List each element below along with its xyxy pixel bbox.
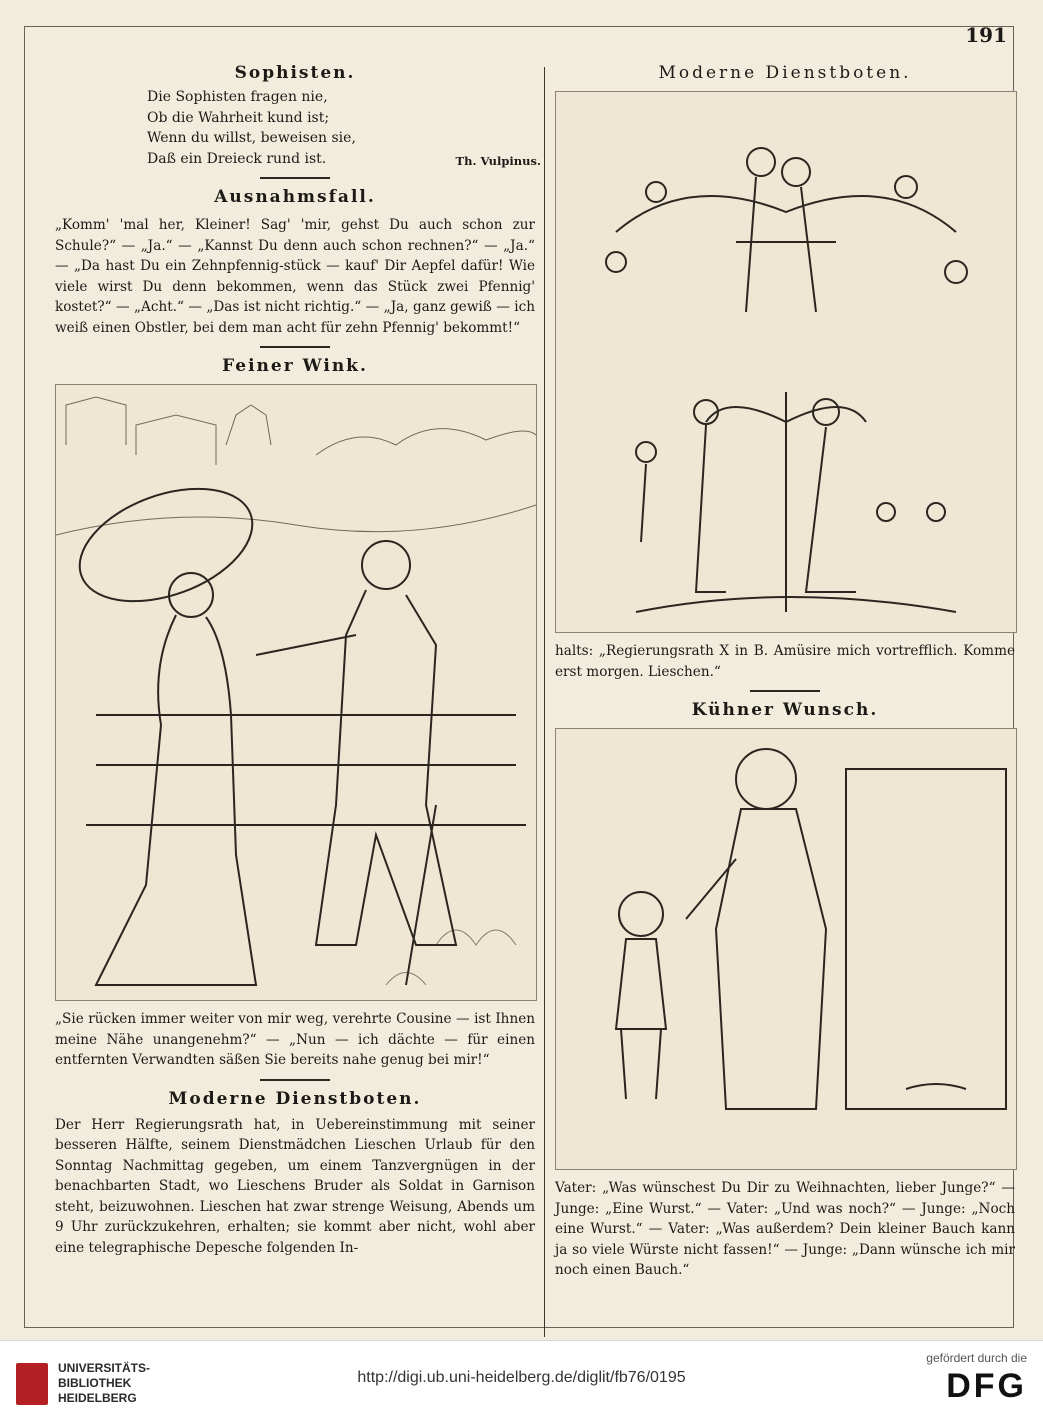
funding-text: gefördert durch die bbox=[926, 1351, 1027, 1365]
feiner-wink-section bbox=[55, 356, 535, 1081]
sophisten-section bbox=[55, 63, 541, 179]
divider bbox=[260, 1079, 330, 1081]
ausnahmsfall-title: Ausnahmsfall. bbox=[214, 187, 376, 207]
moderne-dienstboten-text: Der Herr Regierungsrath hat, in Uebereinstimmung mit seiner besseren Hälfte, seinem Dienstmädchen Lieschen Urlaub für den Sonntag Nachmittag gegeben, um einem Tanzvergnügen in der benachbarten Stadt, wo Lieschens Bruder als Soldat in Garnison steht, beizuwohnen. Lieschen hat zwar strenge Weisung, Abends um 9 Uhr zurückzukehren, erhalten; sie kommt aber nicht, wohl aber eine telegraphische Depesche folgenden In- bbox=[55, 1116, 535, 1256]
sophisten-poem bbox=[147, 87, 541, 169]
illustration-servants bbox=[555, 91, 1017, 633]
divider bbox=[750, 690, 820, 692]
footer-bar bbox=[0, 1340, 1043, 1426]
kuehner-wunsch-text: Vater: „Was wünschest Du Dir zu Weihnachten, lieber Junge?“ — Junge: „Eine Wurst.“ — Vater: „Und was noch?“ — Junge: „Noch eine Wurst.“ — Vater: „Was außerdem? Dein kleiner Bauch kann ja so viele Würste nicht fassen!“ — Junge: „Dann wünsche ich mir noch einen Bauch.“ bbox=[555, 1180, 1015, 1278]
ausnahmsfall-text: „Komm' 'mal her, Kleiner! Sag' 'mir, gehst Du auch schon zur Schule?“ — „Ja.“ — „Kannst Du denn auch schon rechnen?“ — „Ja.“ — „Da hast Du ein Zehnpfennig-stück — kauf' Dir Aepfel dafür! Wie viele wirst Du denn bekommen, wenn das Stück zwei Pfennig' kostet?“ — „Acht.“ — „Das ist nicht richtig.“ — „Ja, ganz gewiß — ich weiß einen Obstler, bei dem man acht für zehn Pfennig' bekommt!“ bbox=[55, 217, 535, 336]
feiner-wink-title: Feiner Wink. bbox=[222, 356, 368, 376]
logo-line: BIBLIOTHEK bbox=[58, 1376, 132, 1390]
illustration-father-son bbox=[555, 728, 1017, 1170]
poem-line bbox=[147, 149, 541, 170]
page-number: 191 bbox=[965, 23, 1007, 47]
feiner-wink-caption: „Sie rücken immer weiter von mir weg, verehrte Cousine — ist Ihnen meine Nähe unangenehm?“ — „Nun — ich dächte — für einen entfernten Verwandten säßen Sie bereits nahe genug bei mir!“ bbox=[55, 1011, 535, 1068]
kuehner-wunsch-title: Kühner Wunsch. bbox=[691, 700, 879, 720]
poem-line-text: Daß ein Dreieck rund ist. bbox=[147, 150, 327, 167]
poem-author: Th. Vulpinus. bbox=[455, 153, 541, 168]
kuehner-wunsch-section bbox=[555, 700, 1015, 1281]
dfg-logo[interactable]: DFG bbox=[946, 1367, 1027, 1405]
sophisten-title: Sophisten. bbox=[234, 63, 356, 83]
column-rule bbox=[544, 67, 545, 1337]
poem-line: Wenn du willst, beweisen sie, bbox=[147, 130, 356, 146]
poem-line: Die Sophisten fragen nie, bbox=[147, 89, 328, 105]
moderne-continued-text: halts: „Regierungsrath X in B. Amüsire mich vortrefflich. Komme erst morgen. Lieschen.“ bbox=[555, 643, 1015, 680]
page-frame bbox=[24, 23, 1015, 1328]
source-url[interactable]: http://digi.ub.uni-heidelberg.de/diglit/fb76/0195 bbox=[357, 1369, 686, 1386]
moderne-continued-section bbox=[555, 63, 1015, 692]
ausnahmsfall-section bbox=[55, 187, 535, 348]
left-column bbox=[55, 63, 541, 1258]
moderne-dienstboten-section bbox=[55, 1089, 535, 1259]
divider bbox=[260, 177, 330, 179]
right-column bbox=[555, 63, 1015, 1281]
poem-line: Ob die Wahrheit kund ist; bbox=[147, 109, 330, 126]
logo-line: HEIDELBERG bbox=[58, 1391, 137, 1405]
illustration-bench-couple bbox=[55, 384, 537, 1001]
moderne-dienstboten-title: Moderne Dienstboten. bbox=[168, 1088, 422, 1109]
divider bbox=[260, 346, 330, 348]
funding-note bbox=[926, 1351, 1027, 1406]
moderne-continued-title: Moderne Dienstboten. bbox=[658, 63, 912, 83]
logo-line: UNIVERSITÄTS- bbox=[58, 1361, 151, 1375]
